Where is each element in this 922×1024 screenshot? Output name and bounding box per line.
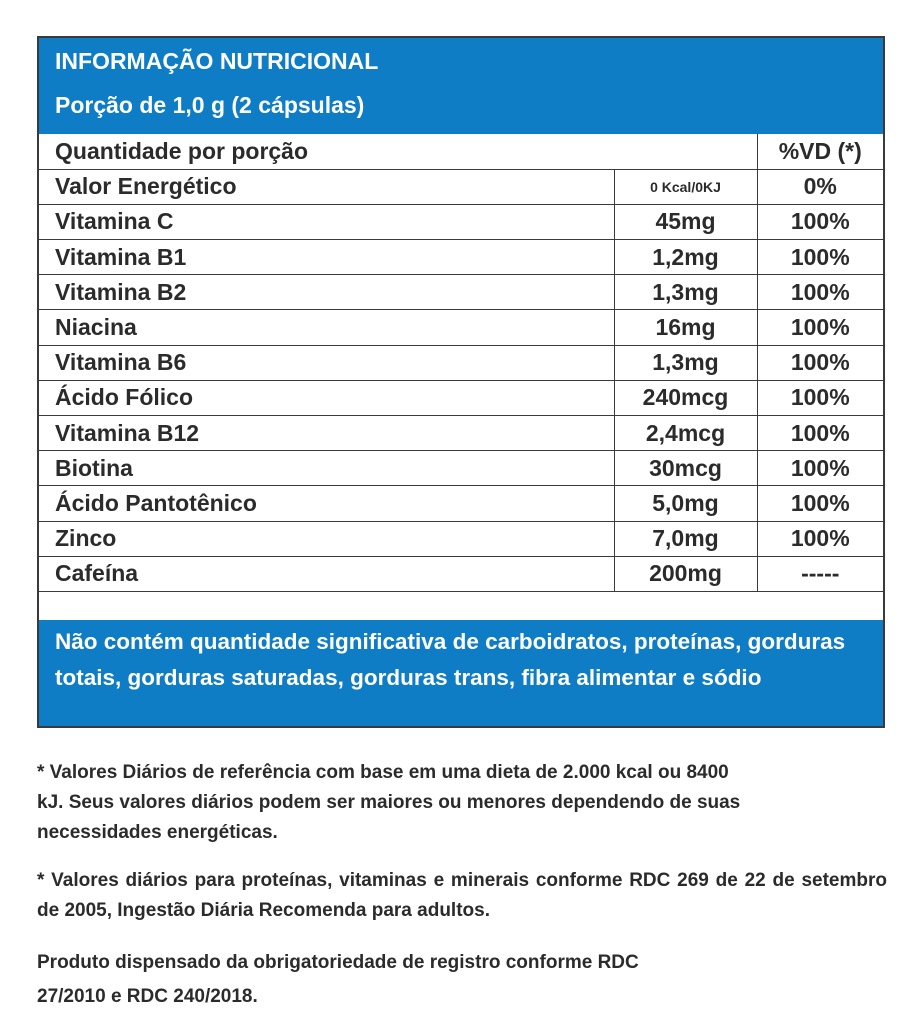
nutrient-amount: 1,3mg [614, 275, 757, 310]
nutrient-vd: 100% [757, 204, 883, 239]
table-row [39, 345, 883, 380]
nutrient-name: Valor Energético [39, 169, 614, 204]
nutrient-vd: 100% [757, 416, 883, 451]
table-row [39, 380, 883, 415]
nutrient-amount: 16mg [614, 310, 757, 345]
nutrient-vd: 100% [757, 486, 883, 521]
footnote-registration: Produto dispensado da obrigatoriedade de registro conforme RDC 27/2010 e RDC 240/2018. [37, 952, 639, 1007]
table-header-row [39, 134, 883, 169]
nutrient-amount: 2,4mcg [614, 416, 757, 451]
nutrient-amount: 240mcg [614, 380, 757, 415]
nutrient-name: Vitamina B2 [39, 275, 614, 310]
nutrient-vd: 100% [757, 380, 883, 415]
nutrient-vd: ----- [757, 556, 883, 591]
vd-header: %VD (*) [757, 134, 883, 169]
nutrient-name: Ácido Fólico [39, 380, 614, 415]
nutrient-amount: 1,3mg [614, 345, 757, 380]
nutrient-amount: 7,0mg [614, 521, 757, 556]
nutrient-name: Vitamina B12 [39, 416, 614, 451]
nutrition-table [39, 134, 883, 592]
table-row [39, 169, 883, 204]
table-row [39, 556, 883, 591]
table-row [39, 451, 883, 486]
footnote-daily-values: * Valores Diários de referência com base em uma dieta de 2.000 kcal ou 8400 kJ. Seus valores diários podem ser maiores ou menores dependendo de suas necessidades energéticas. [37, 762, 741, 843]
nutrient-name: Niacina [39, 310, 614, 345]
nutrient-name: Vitamina B1 [39, 240, 614, 275]
footnotes [37, 758, 887, 1014]
nutrient-name: Biotina [39, 451, 614, 486]
nutrient-name: Cafeína [39, 556, 614, 591]
nutrient-vd: 0% [757, 169, 883, 204]
nutrient-amount: 0 Kcal/0KJ [614, 169, 757, 204]
table-row [39, 204, 883, 239]
nutrient-amount: 45mg [614, 204, 757, 239]
nutrient-vd: 100% [757, 310, 883, 345]
table-row [39, 310, 883, 345]
nutrition-panel [37, 36, 885, 728]
quantity-header: Quantidade por porção [39, 134, 757, 169]
table-row [39, 416, 883, 451]
nutrition-title: INFORMAÇÃO NUTRICIONAL [55, 48, 379, 74]
nutrient-amount: 30mcg [614, 451, 757, 486]
table-row [39, 275, 883, 310]
nutrient-amount: 1,2mg [614, 240, 757, 275]
nutrient-vd: 100% [757, 451, 883, 486]
nutrient-vd: 100% [757, 521, 883, 556]
nutrition-header [39, 38, 883, 134]
nutrient-vd: 100% [757, 275, 883, 310]
nutrition-footer-note: Não contém quantidade significativa de carboidratos, proteínas, gorduras totais, gorduras saturadas, gorduras trans, fibra alimentar e sódio [39, 620, 883, 726]
portion-size: Porção de 1,0 g (2 cápsulas) [55, 92, 365, 118]
footnote-rdc-269: * Valores diários para proteínas, vitaminas e minerais conforme RDC 269 de 22 de setembro de 2005, Ingestão Diária Recomenda para adultos. [37, 870, 887, 921]
nutrient-name: Zinco [39, 521, 614, 556]
nutrient-name: Vitamina B6 [39, 345, 614, 380]
nutrient-amount: 200mg [614, 556, 757, 591]
nutrient-vd: 100% [757, 240, 883, 275]
nutrient-amount: 5,0mg [614, 486, 757, 521]
nutrient-name: Vitamina C [39, 204, 614, 239]
table-row [39, 240, 883, 275]
table-row [39, 521, 883, 556]
nutrient-vd: 100% [757, 345, 883, 380]
nutrient-name: Ácido Pantotênico [39, 486, 614, 521]
table-row [39, 486, 883, 521]
